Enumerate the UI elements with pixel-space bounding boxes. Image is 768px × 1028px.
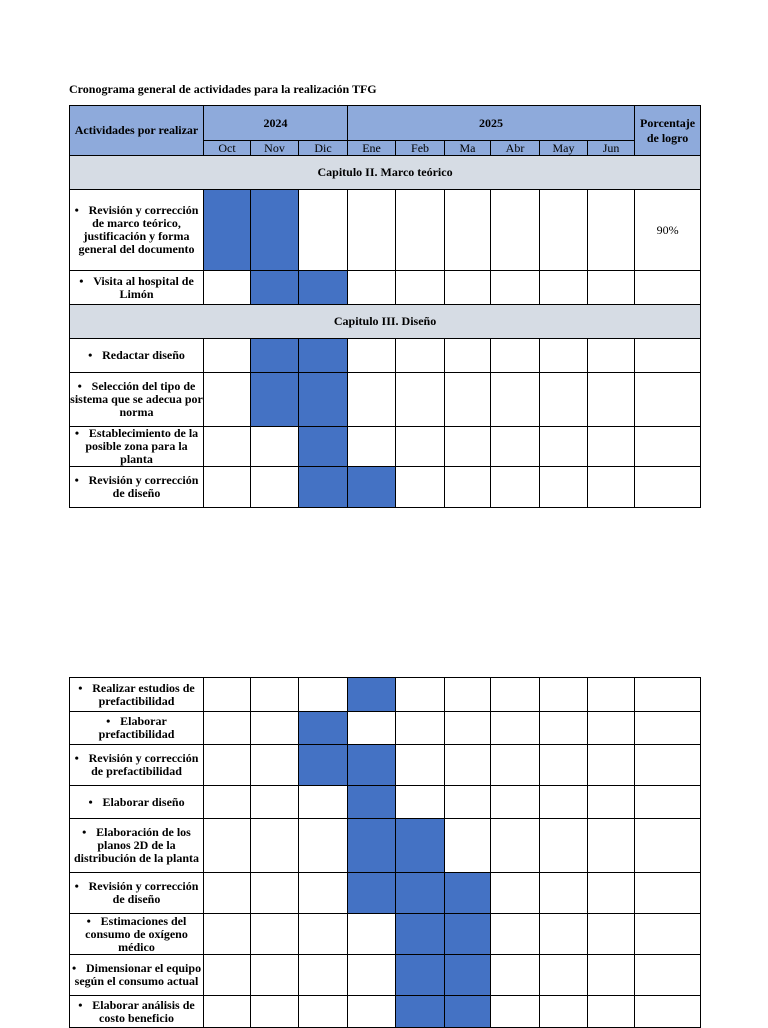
schedule-empty-cell: [396, 339, 445, 373]
schedule-empty-cell: [491, 873, 540, 914]
schedule-bar-cell: [251, 373, 299, 427]
activity-cell: [70, 819, 204, 873]
bullet-icon: •: [88, 348, 93, 362]
document-title: Cronograma general de actividades para la realización TFG: [69, 82, 377, 96]
percentage-cell: [635, 678, 701, 712]
schedule-empty-cell: [251, 873, 299, 914]
bullet-icon: •: [71, 961, 77, 975]
schedule-empty-cell: [204, 712, 251, 745]
schedule-empty-cell: [540, 678, 588, 712]
schedule-empty-cell: [299, 873, 348, 914]
schedule-empty-cell: [540, 427, 588, 467]
schedule-empty-cell: [251, 678, 299, 712]
schedule-empty-cell: [204, 873, 251, 914]
section-title: Capitulo III. Diseño: [70, 305, 701, 339]
percentage-cell: [635, 339, 701, 373]
activity-cell: [70, 786, 204, 819]
schedule-empty-cell: [204, 914, 251, 955]
schedule-empty-cell: [588, 373, 635, 427]
activity-label: Establecimiento de la posible zona para la planta: [85, 426, 199, 466]
schedule-empty-cell: [540, 712, 588, 745]
schedule-bar-cell: [348, 467, 396, 508]
schedule-empty-cell: [204, 427, 251, 467]
schedule-empty-cell: [491, 271, 540, 305]
activity-row: [70, 955, 701, 996]
schedule-empty-cell: [540, 873, 588, 914]
schedule-empty-cell: [445, 712, 491, 745]
schedule-empty-cell: [491, 373, 540, 427]
activity-row: [70, 467, 701, 508]
header-percentage: Porcentaje de logro: [635, 106, 701, 156]
schedule-empty-cell: [588, 678, 635, 712]
schedule-empty-cell: [445, 678, 491, 712]
schedule-bar-cell: [299, 427, 348, 467]
schedule-empty-cell: [540, 467, 588, 508]
schedule-empty-cell: [251, 996, 299, 1028]
schedule-empty-cell: [588, 271, 635, 305]
bullet-icon: •: [74, 751, 79, 765]
schedule-empty-cell: [445, 271, 491, 305]
month-header-may: May: [540, 141, 588, 156]
schedule-empty-cell: [204, 819, 251, 873]
activity-row: [70, 786, 701, 819]
activity-cell: [70, 467, 204, 508]
schedule-empty-cell: [396, 373, 445, 427]
activity-cell: [70, 339, 204, 373]
schedule-empty-cell: [348, 712, 396, 745]
activity-label: Elaborar análisis de costo beneficio: [92, 997, 195, 1025]
schedule-empty-cell: [540, 786, 588, 819]
schedule-empty-cell: [204, 955, 251, 996]
schedule-empty-cell: [348, 427, 396, 467]
activity-cell: [70, 427, 204, 467]
activity-cell: [70, 678, 204, 712]
month-header-nov: Nov: [251, 141, 299, 156]
activity-label: Selección del tipo de sistema que se adecua por norma: [70, 379, 203, 419]
schedule-empty-cell: [540, 190, 588, 271]
schedule-empty-cell: [348, 190, 396, 271]
activity-cell: [70, 373, 204, 427]
schedule-bar-cell: [348, 819, 396, 873]
activity-row: [70, 427, 701, 467]
activity-cell: [70, 914, 204, 955]
schedule-empty-cell: [540, 996, 588, 1028]
schedule-bar-cell: [299, 745, 348, 786]
percentage-cell: [635, 427, 701, 467]
activity-row: [70, 190, 701, 271]
schedule-empty-cell: [251, 427, 299, 467]
schedule-bar-cell: [348, 786, 396, 819]
schedule-empty-cell: [491, 745, 540, 786]
schedule-empty-cell: [348, 373, 396, 427]
schedule-empty-cell: [491, 712, 540, 745]
schedule-empty-cell: [204, 271, 251, 305]
percentage-cell: 90%: [635, 190, 701, 271]
schedule-empty-cell: [540, 819, 588, 873]
bullet-icon: •: [88, 794, 93, 809]
percentage-cell: [635, 786, 701, 819]
schedule-empty-cell: [445, 467, 491, 508]
schedule-empty-cell: [588, 786, 635, 819]
schedule-bar-cell: [445, 914, 491, 955]
schedule-empty-cell: [299, 819, 348, 873]
schedule-empty-cell: [445, 786, 491, 819]
schedule-empty-cell: [588, 745, 635, 786]
schedule-empty-cell: [299, 955, 348, 996]
month-header-dic: Dic: [299, 141, 348, 156]
bullet-icon: •: [82, 825, 87, 839]
activity-cell: [70, 996, 204, 1028]
schedule-empty-cell: [204, 467, 251, 508]
percentage-cell: [635, 745, 701, 786]
percentage-cell: [635, 712, 701, 745]
schedule-empty-cell: [445, 745, 491, 786]
schedule-empty-cell: [588, 427, 635, 467]
bullet-icon: •: [78, 680, 83, 695]
bullet-icon: •: [79, 273, 84, 288]
schedule-bar-cell: [396, 914, 445, 955]
activity-cell: [70, 955, 204, 996]
activity-label: Elaboración de los planos 2D de la distribución de la planta: [73, 825, 200, 865]
month-header-ma: Ma: [445, 141, 491, 156]
schedule-empty-cell: [251, 955, 299, 996]
schedule-empty-cell: [540, 914, 588, 955]
bullet-icon: •: [74, 473, 79, 487]
schedule-bar-cell: [299, 712, 348, 745]
activity-row: [70, 339, 701, 373]
schedule-bar-cell: [445, 996, 491, 1028]
schedule-empty-cell: [299, 190, 348, 271]
activity-row: [70, 873, 701, 914]
month-header-feb: Feb: [396, 141, 445, 156]
schedule-bar-cell: [348, 745, 396, 786]
activity-row: [70, 914, 701, 955]
schedule-empty-cell: [588, 712, 635, 745]
schedule-empty-cell: [204, 678, 251, 712]
schedule-empty-cell: [204, 373, 251, 427]
schedule-empty-cell: [540, 373, 588, 427]
percentage-cell: [635, 955, 701, 996]
schedule-empty-cell: [540, 339, 588, 373]
schedule-bar-cell: [396, 873, 445, 914]
activity-row: [70, 373, 701, 427]
activity-cell: [70, 873, 204, 914]
schedule-empty-cell: [491, 427, 540, 467]
section-row: [70, 305, 701, 339]
schedule-empty-cell: [348, 271, 396, 305]
schedule-empty-cell: [588, 955, 635, 996]
schedule-empty-cell: [588, 996, 635, 1028]
activity-row: [70, 712, 701, 745]
percentage-cell: [635, 996, 701, 1028]
percentage-cell: [635, 914, 701, 955]
schedule-empty-cell: [445, 427, 491, 467]
schedule-empty-cell: [299, 914, 348, 955]
activity-row: [70, 745, 701, 786]
activity-label: Revisión y corrección de marco teórico, justificación y forma general del documento: [78, 203, 199, 256]
schedule-empty-cell: [299, 786, 348, 819]
activity-label: Revisión y corrección de diseño: [88, 879, 199, 906]
schedule-empty-cell: [348, 996, 396, 1028]
schedule-empty-cell: [491, 678, 540, 712]
schedule-empty-cell: [491, 467, 540, 508]
schedule-empty-cell: [251, 712, 299, 745]
schedule-empty-cell: [299, 678, 348, 712]
schedule-empty-cell: [348, 955, 396, 996]
schedule-empty-cell: [251, 914, 299, 955]
percentage-cell: [635, 819, 701, 873]
schedule-empty-cell: [588, 873, 635, 914]
schedule-empty-cell: [491, 786, 540, 819]
bullet-icon: •: [106, 714, 111, 728]
schedule-bar-cell: [251, 339, 299, 373]
activity-label: Redactar diseño: [102, 348, 185, 362]
activity-label: Elaborar prefactibilidad: [98, 714, 175, 741]
schedule-bar-cell: [299, 373, 348, 427]
schedule-empty-cell: [204, 786, 251, 819]
schedule-bar-cell: [445, 955, 491, 996]
bullet-icon: •: [74, 426, 80, 440]
activity-row: [70, 678, 701, 712]
schedule-empty-cell: [491, 914, 540, 955]
schedule-empty-cell: [445, 190, 491, 271]
activity-cell: [70, 271, 204, 305]
schedule-empty-cell: [251, 467, 299, 508]
percentage-cell: [635, 373, 701, 427]
month-header-abr: Abr: [491, 141, 540, 156]
activity-label: Dimensionar el equipo según el consumo actual: [74, 961, 202, 988]
activity-label: Elaborar diseño: [102, 794, 185, 809]
bullet-icon: •: [74, 879, 79, 893]
schedule-bar-cell: [348, 873, 396, 914]
activity-cell: [70, 712, 204, 745]
schedule-empty-cell: [588, 914, 635, 955]
schedule-bar-cell: [445, 873, 491, 914]
bullet-icon: •: [77, 379, 82, 393]
schedule-empty-cell: [588, 467, 635, 508]
schedule-empty-cell: [540, 271, 588, 305]
schedule-empty-cell: [491, 819, 540, 873]
schedule-empty-cell: [588, 339, 635, 373]
schedule-empty-cell: [396, 271, 445, 305]
schedule-bar-cell: [396, 996, 445, 1028]
schedule-empty-cell: [348, 914, 396, 955]
schedule-bar-cell: [251, 271, 299, 305]
schedule-empty-cell: [204, 996, 251, 1028]
schedule-table-main: [69, 105, 701, 508]
schedule-empty-cell: [491, 955, 540, 996]
activity-row: [70, 271, 701, 305]
schedule-empty-cell: [396, 712, 445, 745]
schedule-bar-cell: [299, 271, 348, 305]
schedule-bar-cell: [251, 190, 299, 271]
activity-label: Revisión y corrección de prefactibilidad: [88, 751, 199, 778]
activity-label: Estimaciones del consumo de oxígeno médico: [85, 913, 188, 954]
schedule-empty-cell: [540, 955, 588, 996]
schedule-empty-cell: [588, 190, 635, 271]
header-year-2024: 2024: [204, 106, 348, 141]
schedule-empty-cell: [445, 819, 491, 873]
schedule-empty-cell: [251, 745, 299, 786]
schedule-empty-cell: [491, 996, 540, 1028]
bullet-icon: •: [74, 203, 79, 217]
activity-row: [70, 996, 701, 1028]
schedule-empty-cell: [396, 467, 445, 508]
month-header-jun: Jun: [588, 141, 635, 156]
activity-row: [70, 819, 701, 873]
activity-label: Realizar estudios de prefactibilidad: [92, 680, 195, 708]
activity-label: Visita al hospital de Limón: [93, 273, 194, 301]
schedule-bar-cell: [396, 819, 445, 873]
section-row: [70, 156, 701, 190]
schedule-empty-cell: [251, 819, 299, 873]
header-year-2025: 2025: [348, 106, 635, 141]
schedule-empty-cell: [396, 745, 445, 786]
month-header-ene: Ene: [348, 141, 396, 156]
section-title: Capitulo II. Marco teórico: [70, 156, 701, 190]
schedule-empty-cell: [204, 339, 251, 373]
schedule-bar-cell: [204, 190, 251, 271]
schedule-bar-cell: [396, 955, 445, 996]
schedule-empty-cell: [204, 745, 251, 786]
schedule-bar-cell: [299, 467, 348, 508]
schedule-bar-cell: [299, 339, 348, 373]
schedule-table-continued: [69, 677, 701, 1028]
percentage-cell: [635, 467, 701, 508]
bullet-icon: •: [86, 913, 91, 928]
schedule-empty-cell: [540, 745, 588, 786]
schedule-empty-cell: [396, 678, 445, 712]
schedule-empty-cell: [396, 786, 445, 819]
bullet-icon: •: [78, 997, 83, 1012]
schedule-empty-cell: [491, 190, 540, 271]
activity-label: Revisión y corrección de diseño: [88, 473, 199, 500]
schedule-empty-cell: [445, 373, 491, 427]
activity-cell: [70, 745, 204, 786]
activity-cell: [70, 190, 204, 271]
schedule-empty-cell: [251, 786, 299, 819]
percentage-cell: [635, 873, 701, 914]
month-header-oct: Oct: [204, 141, 251, 156]
schedule-bar-cell: [348, 678, 396, 712]
schedule-empty-cell: [491, 339, 540, 373]
schedule-empty-cell: [348, 339, 396, 373]
percentage-cell: [635, 271, 701, 305]
header-activities: Actividades por realizar: [70, 106, 204, 156]
schedule-empty-cell: [588, 819, 635, 873]
schedule-empty-cell: [396, 427, 445, 467]
schedule-empty-cell: [445, 339, 491, 373]
schedule-empty-cell: [299, 996, 348, 1028]
schedule-empty-cell: [396, 190, 445, 271]
